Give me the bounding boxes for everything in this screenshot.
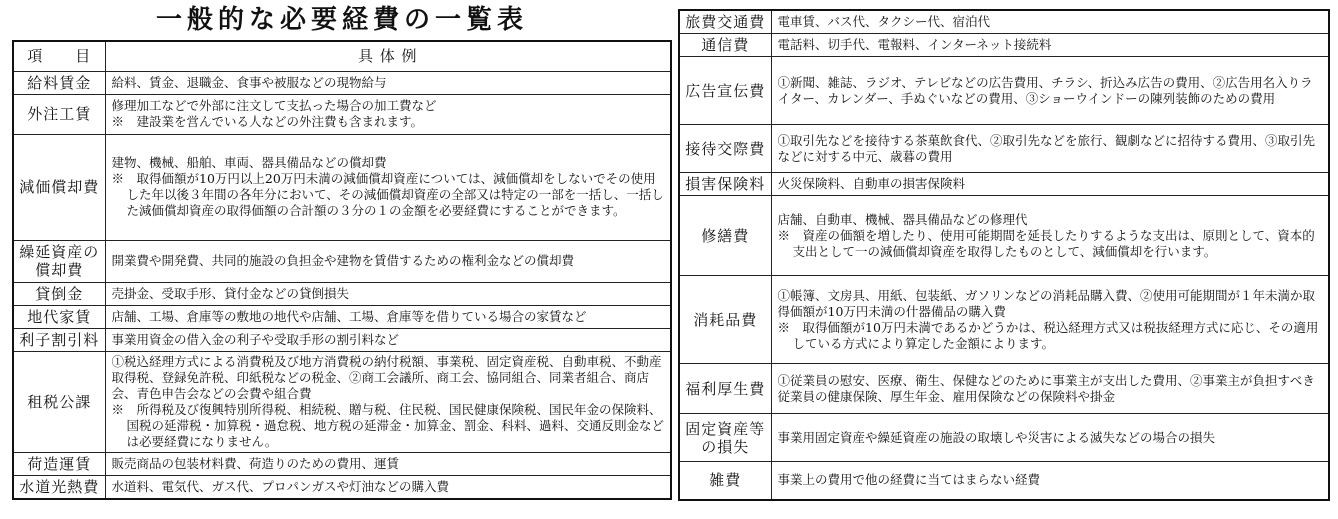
description-line: 事業上の費用で他の経費に当てはまらない経費 (777, 472, 1041, 488)
description-line: 事業用固定資産や繰延資産の施設の取壊しや災害による滅失などの場合の損失 (777, 429, 1216, 445)
expense-description (105, 305, 671, 328)
expense-item: 固定資産等の損失 (679, 414, 771, 462)
expense-item: 修繕費 (679, 196, 771, 276)
table-row (679, 34, 1329, 57)
expense-description (771, 57, 1329, 125)
description-line: 電車賃、バス代、タクシー代、宿泊代 (777, 14, 991, 29)
table-row (13, 328, 671, 351)
expense-description (105, 282, 671, 305)
description-line: 修理加工などで外部に注文して支払った場合の加工費など (111, 98, 437, 113)
expense-item: 広告宣伝費 (679, 57, 771, 125)
description-line: ①帳簿、文房具、用紙、包装紙、ガソリンなどの消耗品購入費、②使用可能期間が１年未満か取得価額が10万円未満の什器備品の購入費 (777, 287, 1316, 319)
table-row (679, 276, 1329, 364)
expense-item: 租税公課 (13, 351, 105, 452)
description-line: 水道料、電気代、ガス代、プロパンガスや灯油などの購入費 (111, 478, 450, 494)
description-line: ※ 所得税及び復興特別所得税、相続税、贈与税、住民税、国民健康保険税、国民年金の保険料、国税の延滞税・加算税・過怠税、地方税の延滞金・加算金、罰金、科料、過料、交通反則金などは必要経費になりません。 (111, 401, 665, 449)
expense-description (105, 94, 671, 134)
description-line: ①新聞、雑誌、ラジオ、テレビなどの広告費用、チラシ、折込み広告の費用、②広告用名入りライター、カレンダー、手ぬぐいなどの費用、③ショーウインドーの陳列装飾のための費用 (777, 74, 1313, 106)
table-row (13, 475, 671, 499)
expense-item: 外注工賃 (13, 94, 105, 134)
table-row (679, 10, 1329, 34)
table-header-row (13, 41, 671, 71)
expense-description (105, 351, 671, 452)
table-row (679, 125, 1329, 173)
table-row (679, 196, 1329, 276)
expense-item: 福利厚生費 (679, 364, 771, 414)
description-line: 販売商品の包装材料費、荷造りのための費用、運賃 (111, 455, 400, 471)
expense-item: 消耗品費 (679, 276, 771, 364)
description-line: 給料、賃金、退職金、食事や被服などの現物給与 (111, 74, 387, 90)
expense-description (771, 364, 1329, 414)
table-row (13, 134, 671, 240)
table-row (679, 364, 1329, 414)
table-row (679, 173, 1329, 196)
table-row (679, 57, 1329, 125)
description-line: 店舗、工場、倉庫等の敷地の地代や店舗、工場、倉庫等を借りている場合の家賃など (111, 308, 587, 324)
expense-item: 利子割引料 (13, 328, 105, 351)
expense-item: 給料賃金 (13, 71, 105, 94)
description-line: ※ 建設業を営んでいる人などの外注費も含まれます。 (111, 114, 424, 129)
expense-table-right (678, 9, 1330, 501)
table-row (13, 452, 671, 475)
expense-description (771, 34, 1329, 57)
expense-description (771, 10, 1329, 34)
description-line: ①従業員の慰安、医療、衛生、保健などのために事業主が支出した費用、②事業主が負担すべき従業員の健康保険、厚生年金、雇用保険などの保険料や掛金 (777, 372, 1315, 404)
expense-description (771, 125, 1329, 173)
header-example: 具 体 例 (105, 41, 671, 71)
table-row (13, 71, 671, 94)
expense-item: 減価償却費 (13, 134, 105, 240)
description-line: 建物、機械、船舶、車両、器具備品などの償却費 (111, 155, 387, 170)
expense-item: 荷造運賃 (13, 452, 105, 475)
expense-description (771, 276, 1329, 364)
table-row (13, 351, 671, 452)
expense-description (105, 134, 671, 240)
description-line: 電話料、切手代、電報料、インターネット接続料 (777, 37, 1052, 52)
expense-table-left (12, 40, 672, 500)
description-line: 開業費や開発費、共同的施設の負担金や建物を賃借するための権利金などの償却費 (111, 253, 575, 268)
description-line: ※ 取得価額が10万円未満であるかどうかは、税込経理方式又は税抜経理方式に応じ、その適用している方式により算定した金額によります。 (777, 319, 1319, 351)
expense-description (771, 462, 1329, 500)
expense-item: 雑費 (679, 462, 771, 500)
expense-item: 損害保険料 (679, 173, 771, 196)
table-row (13, 240, 671, 282)
expense-description (771, 173, 1329, 196)
table-row (679, 414, 1329, 462)
expense-item: 貸倒金 (13, 282, 105, 305)
expense-description (105, 328, 671, 351)
expense-item: 接待交際費 (679, 125, 771, 173)
expense-description (105, 71, 671, 94)
expense-description (105, 452, 671, 475)
description-line: 事業用資金の借入金の利子や受取手形の割引料など (111, 331, 400, 347)
table-row (679, 462, 1329, 500)
expense-item: 地代家賃 (13, 305, 105, 328)
description-line: ①取引先などを接待する茶菓飲食代、②取引先などを旅行、観劇などに招待する費用、③取引先などに対する中元、歳暮の費用 (777, 132, 1316, 164)
expense-description (105, 475, 671, 499)
expense-description (771, 414, 1329, 462)
table-row (13, 305, 671, 328)
description-line: 火災保険料、自動車の損害保険料 (777, 176, 966, 191)
expense-description (105, 240, 671, 282)
description-line: 売掛金、受取手形、貸付金などの貸倒損失 (111, 285, 350, 301)
page-title: 一般的な必要経費の一覧表 (155, 5, 528, 35)
description-line: ※ 資産の価額を増したり、使用可能期間を延長したりするような支出は、原則として、資本的支出として一の減価償却資産を取得したものとして、減価償却を行います。 (777, 227, 1315, 259)
description-line: 店舗、自動車、機械、器具備品などの修理代 (777, 211, 1028, 227)
expense-description (771, 196, 1329, 276)
expense-item: 旅費交通費 (679, 10, 771, 34)
expense-item: 水道光熱費 (13, 475, 105, 499)
expense-item: 繰延資産の償却費 (13, 240, 105, 282)
table-row (13, 282, 671, 305)
expense-item: 通信費 (679, 34, 771, 57)
description-line: ※ 取得価額が10万円以上20万円未満の減価償却資産については、減価償却をしないでその使用した年以後３年間の各年分において、その減価償却資産の全部又は特定の一部を一括し、一括した減価償却資産の取得価額の合計額の３分の１の金額を必要経費にすることができます。 (111, 171, 664, 218)
description-line: ①税込経理方式による消費税及び地方消費税の納付税額、事業税、固定資産税、自動車税、不動産取得税、登録免許税、印紙税などの税金、②商工会議所、商工会、協同組合、同業者組合、商店会、青色申告会などの会費や組合費 (111, 353, 662, 401)
header-item: 項 目 (13, 41, 105, 71)
table-row (13, 94, 671, 134)
